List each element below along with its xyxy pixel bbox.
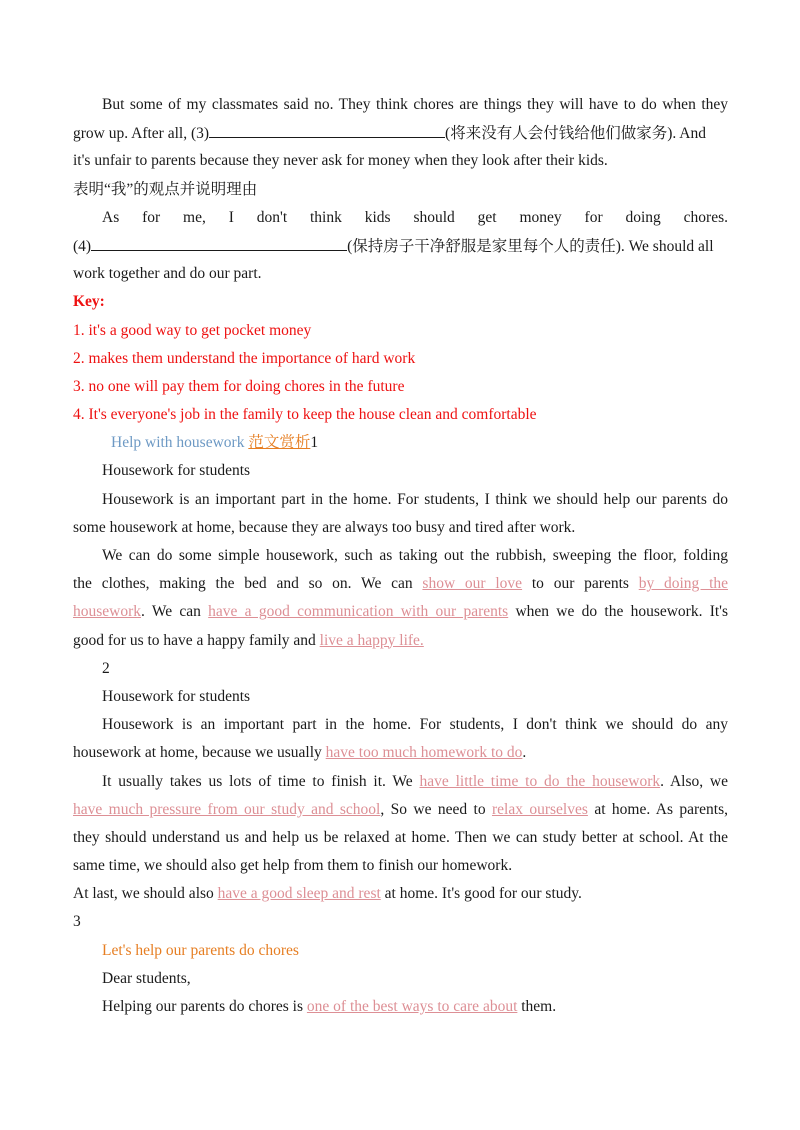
paragraph-line: But some of my classmates said no. They think chores are things they will have to do when they bbox=[102, 96, 728, 113]
key-item: 2. makes them understand the importance of hard work bbox=[73, 349, 416, 367]
essay-title: Housework for students bbox=[102, 462, 251, 480]
key-item: 1. it's a good way to get pocket money bbox=[73, 321, 312, 339]
highlight-phrase: one of the best ways to care about bbox=[306, 998, 518, 1015]
paragraph-line: some housework at home, because they are always too busy and tired after work. bbox=[73, 518, 576, 536]
paragraph-line: same time, we should also get help from them to finish our homework. bbox=[73, 857, 513, 875]
model-essay-label: 范文赏析 bbox=[248, 434, 311, 452]
text-run: grow up. After all, (3) bbox=[73, 125, 210, 143]
paragraph-line bbox=[73, 627, 728, 655]
paragraph-line bbox=[73, 880, 728, 908]
answer-blank-3[interactable] bbox=[209, 119, 445, 138]
greeting: Dear students, bbox=[102, 969, 191, 987]
text-run: (4) bbox=[73, 237, 92, 255]
highlight-phrase: have a good sleep and rest bbox=[217, 885, 381, 903]
paragraph-line: Housework is an important part in the home. For students, I think we should help our parents do bbox=[102, 490, 728, 508]
highlight-phrase: have a good communication with our parents bbox=[208, 603, 509, 621]
text-run: . We can bbox=[141, 603, 201, 621]
paragraph-line bbox=[73, 598, 728, 626]
text-run: when we do the housework. It's bbox=[515, 603, 729, 621]
essay-header bbox=[73, 429, 728, 457]
answer-blank-4[interactable] bbox=[91, 232, 347, 251]
text-run: at home. As parents, bbox=[594, 800, 729, 818]
text-run: (保持房子干净舒服是家里每个人的责任). We should all bbox=[347, 237, 714, 255]
highlight-phrase: have too much homework to do bbox=[325, 744, 523, 762]
text-run: , So we need to bbox=[380, 800, 486, 818]
section-heading-cn: 表明“我”的观点并说明理由 bbox=[73, 180, 258, 198]
paragraph-line bbox=[73, 768, 728, 796]
text-run: (将来没有人会付钱给他们做家务). And bbox=[445, 125, 706, 143]
key-label: Key: bbox=[73, 293, 105, 311]
document-page bbox=[73, 91, 728, 1021]
paragraph-line: they should understand us and help us be relaxed at home. Then we can study better at school. At the bbox=[73, 828, 728, 846]
highlight-phrase: live a happy life. bbox=[319, 631, 424, 649]
paragraph-line: As for me, I don't think kids should get money for doing chores. bbox=[102, 208, 728, 226]
essay-number: 1 bbox=[310, 434, 319, 452]
essay-number: 2 bbox=[102, 659, 110, 677]
highlight-phrase: housework bbox=[73, 603, 142, 621]
paragraph-line: We can do some simple housework, such as taking out the rubbish, sweeping the floor, folding bbox=[102, 547, 728, 564]
topic-link[interactable]: Help with housework bbox=[111, 434, 245, 452]
text-run: Helping our parents do chores is bbox=[102, 998, 304, 1015]
text-run: At last, we should also bbox=[73, 885, 214, 903]
text-run: to our parents bbox=[531, 575, 629, 593]
paragraph-line bbox=[73, 739, 728, 767]
paragraph-line: work together and do our part. bbox=[73, 265, 262, 283]
highlight-phrase: relax ourselves bbox=[491, 800, 588, 818]
paragraph-line bbox=[73, 796, 728, 824]
paragraph-line: it's unfair to parents because they never ask for money when they look after their kids. bbox=[73, 152, 608, 170]
text-run: good for us to have a happy family and bbox=[73, 631, 316, 649]
text-run: them. bbox=[521, 998, 557, 1015]
highlight-phrase: have little time to do the housework bbox=[419, 772, 661, 790]
paragraph-line bbox=[73, 232, 728, 260]
highlight-phrase: have much pressure from our study and school bbox=[73, 800, 381, 818]
highlight-phrase: by doing the bbox=[638, 575, 729, 593]
text-run: . bbox=[522, 744, 527, 762]
essay-title: Housework for students bbox=[102, 687, 251, 705]
essay-number: 3 bbox=[73, 913, 81, 931]
key-item: 4. It's everyone's job in the family to keep the house clean and comfortable bbox=[73, 406, 537, 424]
paragraph-line: Housework is an important part in the home. For students, I don't think we should do any bbox=[102, 716, 728, 734]
text-run: at home. It's good for our study. bbox=[384, 885, 582, 903]
paragraph-line bbox=[73, 570, 728, 598]
text-run: the clothes, making the bed and so on. We can bbox=[73, 575, 413, 593]
highlight-phrase: show our love bbox=[422, 575, 523, 593]
text-run: It usually takes us lots of time to finish it. We bbox=[102, 772, 413, 790]
essay-title: Let's help our parents do chores bbox=[102, 941, 299, 959]
text-run: housework at home, because we usually bbox=[73, 744, 322, 762]
paragraph-line bbox=[73, 993, 728, 1021]
key-item: 3. no one will pay them for doing chores in the future bbox=[73, 377, 405, 395]
text-run: . Also, we bbox=[660, 772, 728, 790]
paragraph-line bbox=[73, 119, 728, 147]
